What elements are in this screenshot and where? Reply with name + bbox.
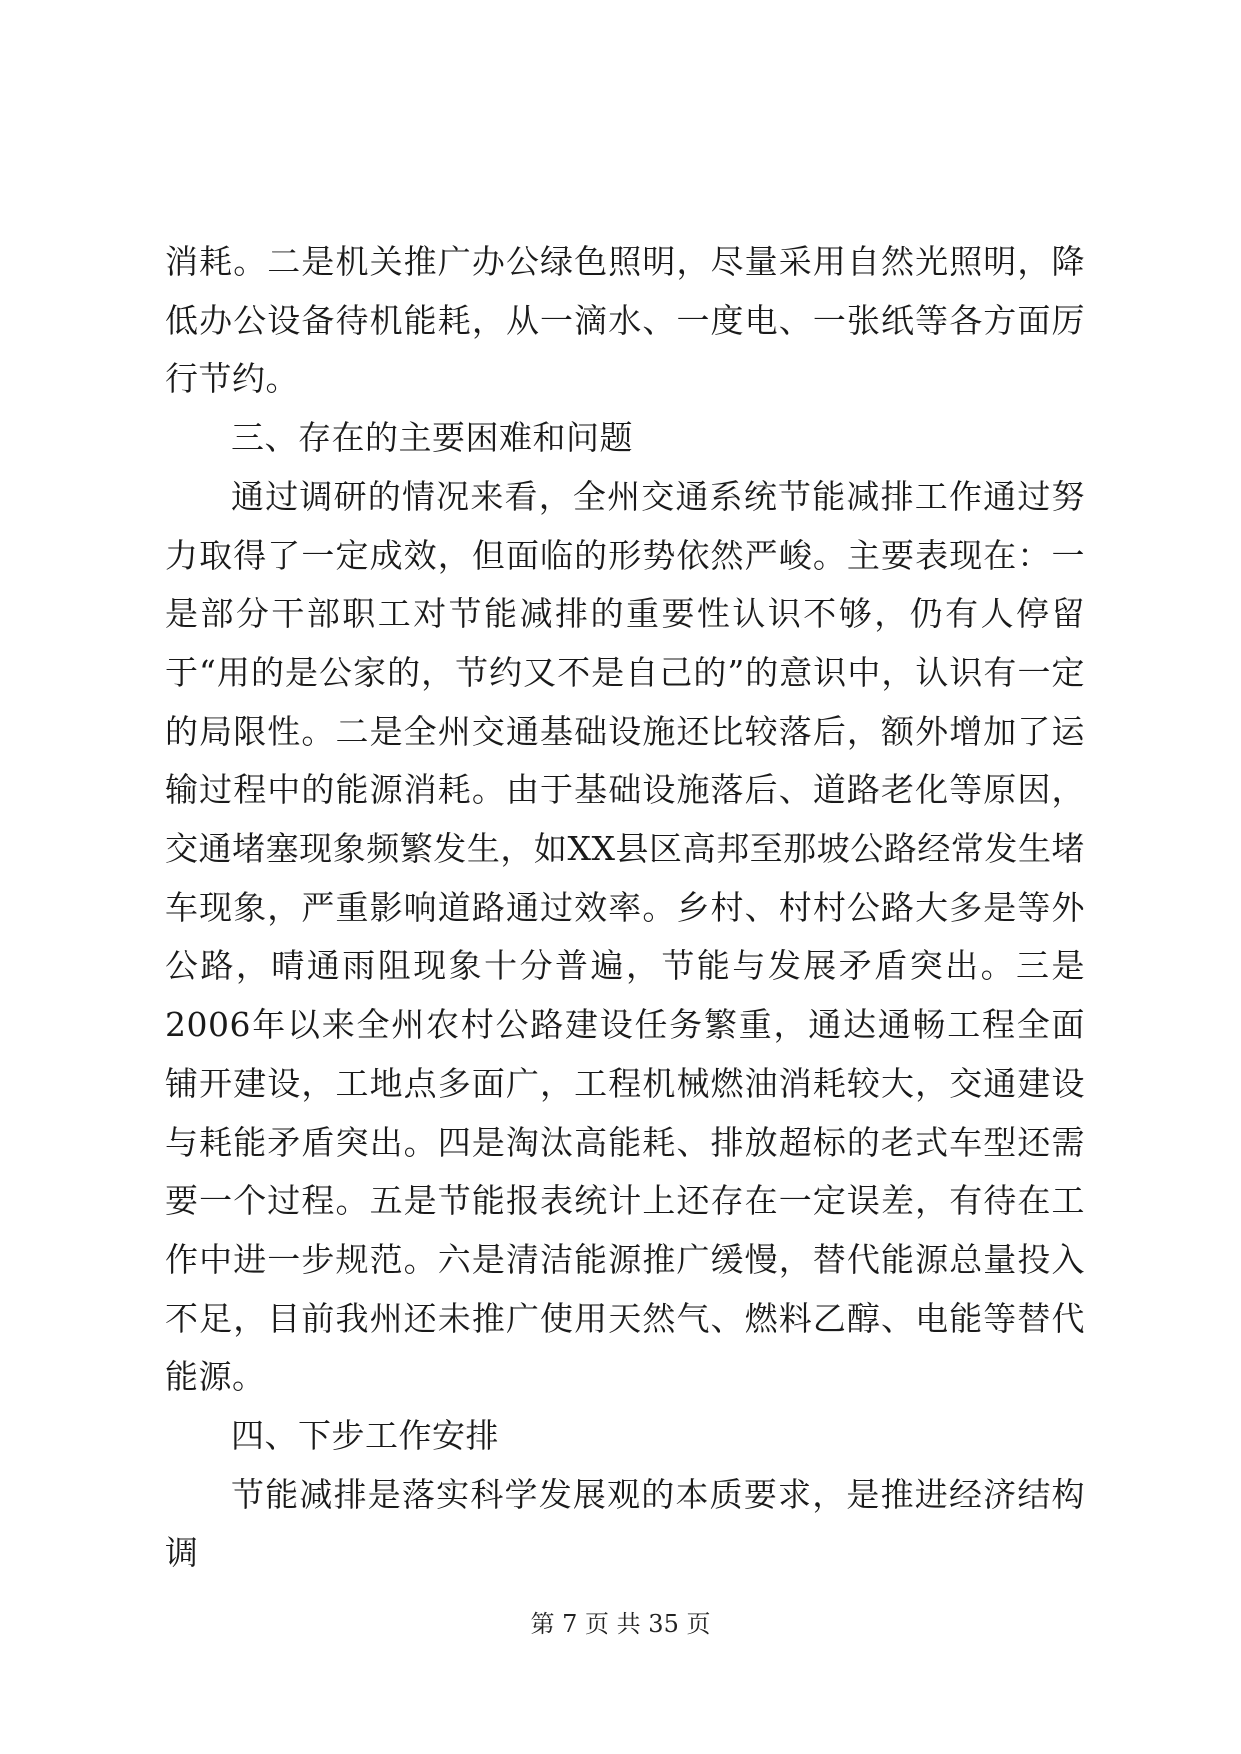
paragraph-problems: 通过调研的情况来看，全州交通系统节能减排工作通过努力取得了一定成效，但面临的形势依然严峻。主要表现在：一是部分干部职工对节能减排的重要性认识不够，仍有人停留于“用的是公家的，节约又不是自己的”的意识中，认识有一定的局限性。二是全州交通基础设施还比较落后，额外增加了运输过程中的能源消耗。由于基础设施落后、道路老化等原因，交通堵塞现象频繁发生，如XX县区高邦至那坡公路经常发生堵车现象，严重影响道路通过效率。乡村、村村公路大多是等外公路，晴通雨阻现象十分普遍，节能与发展矛盾突出。三是2006年以来全州农村公路建设任务繁重，通达通畅工程全面铺开建设，工地点多面广，工程机械燃油消耗较大，交通建设与耗能矛盾突出。四是淘汰高能耗、排放超标的老式车型还需要一个过程。五是节能报表统计上还存在一定误差，有待在工作中进一步规范。六是清洁能源推广缓慢，替代能源总量投入不足，目前我州还未推广使用天然气、燃料乙醇、电能等替代能源。 (165, 476, 1085, 1397)
document-body (165, 233, 1085, 1583)
page-footer: 第 7 页 共 35 页 (530, 1610, 711, 1638)
section-heading-3: 三、存在的主要困难和问题 (231, 418, 633, 458)
paragraph-next-steps: 节能减排是落实科学发展观的本质要求，是推进经济结构调 (165, 1474, 1085, 1573)
section-heading-4: 四、下步工作安排 (231, 1416, 499, 1456)
paragraph-continued: 消耗。二是机关推广办公绿色照明，尽量采用自然光照明，降低办公设备待机能耗，从一滴水、一度电、一张纸等各方面厉行节约。 (165, 242, 1085, 399)
